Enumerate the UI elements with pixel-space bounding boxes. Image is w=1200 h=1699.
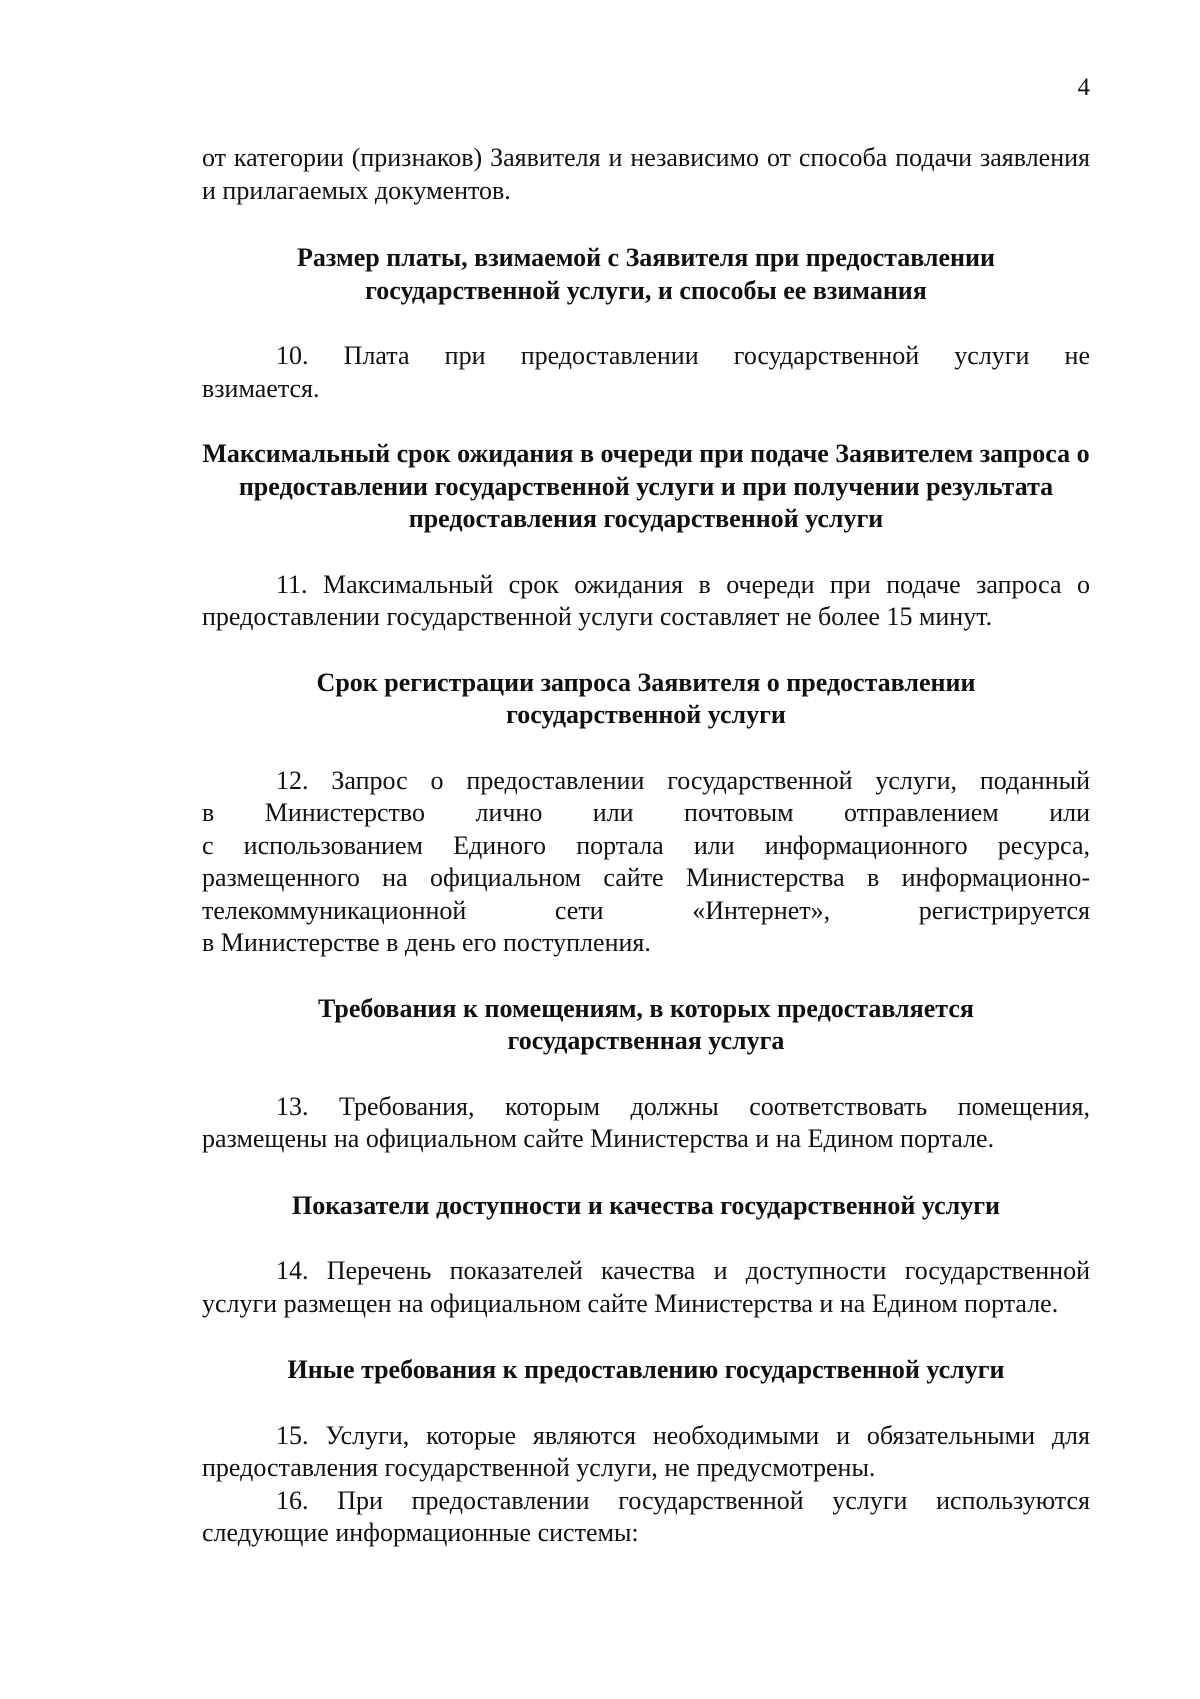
heading-fee: Размер платы, взимаемой с Заявителя при предоставлении государственной услуги, и способы ее взимания [297, 243, 995, 305]
paragraph-14: 14. Перечень показателей качества и доступности государственной услуги размещен на официальном сайте Министерства и на Едином портале. [202, 1256, 1090, 1318]
paragraph-12 [202, 765, 1090, 960]
heading-premises: Требования к помещениям, в которых предоставляется государственная услуга [318, 993, 974, 1055]
heading-queue-time: Максимальный срок ожидания в очереди при подаче Заявителем запроса о предоставлении государственной услуги и при получении результата предоставления государственной услуги [202, 439, 1090, 533]
paragraph-12-line-5: телекоммуникационной сети «Интернет», регистрируется [202, 895, 1090, 925]
paragraph-10-line-1: 10. Плата при предоставлении государственной услуги не [276, 341, 1090, 370]
heading-registration: Срок регистрации запроса Заявителя о предоставлении государственной услуги [316, 667, 976, 729]
paragraph-12-line-2: в Министерство лично или почтовым отправлением или [202, 798, 1090, 827]
paragraph-12-line-1: 12. Запрос о предоставлении государственной услуги, поданный [276, 765, 1090, 795]
paragraph-10 [202, 340, 1090, 405]
document-body [202, 142, 1090, 1550]
heading-other-requirements: Иные требования к предоставлению государственной услуги [287, 1355, 1005, 1384]
paragraph-15: 15. Услуги, которые являются необходимыми и обязательными для предоставления государственной услуги, не предусмотрены. [202, 1420, 1090, 1482]
paragraph-10-line-2: взимается. [202, 373, 320, 403]
heading-quality-indicators: Показатели доступности и качества государственной услуги [291, 1190, 1001, 1220]
paragraph-11: 11. Максимальный срок ожидания в очереди при подаче запроса о предоставлении государственной услуги составляет не более 15 минут. [202, 569, 1090, 631]
paragraph-12-line-3: с использованием Единого портала или информационного ресурса, [202, 830, 1090, 860]
paragraph-13: 13. Требования, которым должны соответствовать помещения, размещены на официальном сайте Министерства и на Едином портале. [202, 1091, 1090, 1153]
paragraph-12-line-4: размещенного на официальном сайте Министерства в информационно- [202, 863, 1090, 892]
paragraph-intro: от категории (признаков) Заявителя и независимо от способа подачи заявления и прилагаемых документов. [202, 143, 1090, 205]
page-number: 4 [1077, 74, 1090, 101]
paragraph-12-line-6: в Министерстве в день его поступления. [202, 928, 651, 957]
paragraph-16: 16. При предоставлении государственной услуги используются следующие информационные системы: [202, 1485, 1090, 1547]
